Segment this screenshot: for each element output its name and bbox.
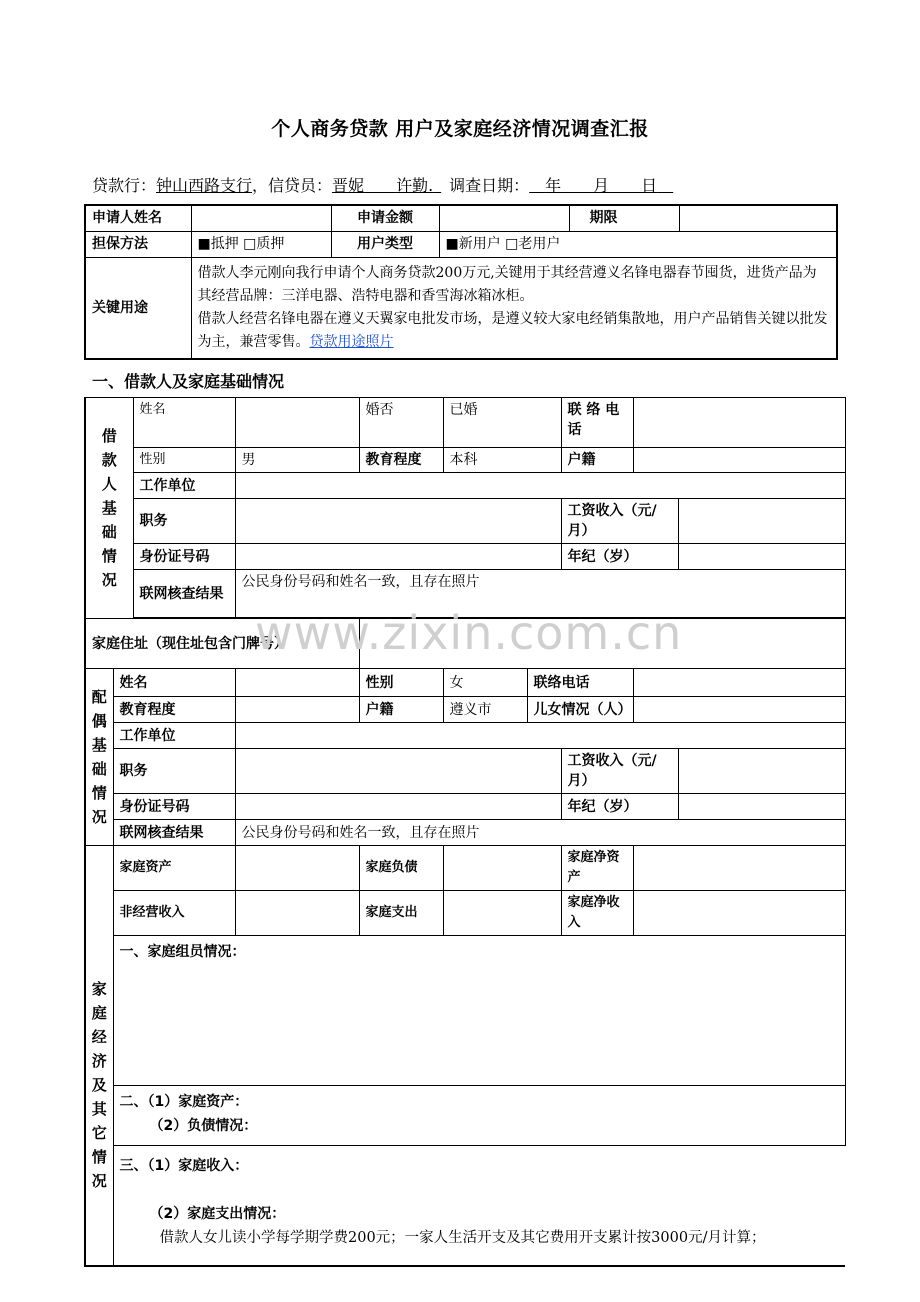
amount-label: 申请金额 bbox=[331, 205, 439, 231]
spouse-phone-value bbox=[633, 669, 845, 697]
borrower-marital-label: 婚否 bbox=[359, 398, 443, 448]
family-net-assets-label: 家庭净资产 bbox=[561, 846, 633, 891]
borrower-age-label: 年纪（岁） bbox=[561, 544, 678, 570]
family-expense-heading: （2）家庭支出情况： bbox=[149, 1206, 286, 1222]
family-expense-text: 借款人女儿读小学每学期学费200元；一家人生活开支及其它费用开支累计按3000元/月计算； bbox=[159, 1230, 766, 1246]
family-net-assets-value bbox=[633, 846, 845, 891]
borrower-check-value: 公民身份号码和姓名一致，且存在照片 bbox=[235, 570, 845, 618]
bank-label: 贷款行： bbox=[92, 176, 157, 195]
purpose-text bbox=[191, 257, 837, 359]
family-debts-heading: （2）负债情况： bbox=[149, 1118, 258, 1134]
date-label: 调查日期： bbox=[449, 176, 530, 195]
spouse-gender-label: 性别 bbox=[359, 669, 443, 697]
guarantee-value: ■抵押 □质押 bbox=[191, 231, 331, 257]
family-income-expense-section bbox=[113, 1146, 845, 1266]
family-expense-value bbox=[443, 891, 561, 936]
spouse-id-value bbox=[235, 794, 561, 820]
family-members-section: 一、家庭组员情况： bbox=[113, 936, 845, 1086]
family-debt-value bbox=[443, 846, 561, 891]
term-label: 期限 bbox=[569, 205, 679, 231]
spouse-check-label: 联网核查结果 bbox=[113, 820, 235, 846]
borrower-phone-label: 联 络 电话 bbox=[561, 398, 633, 448]
family-income-heading: 三、（1）家庭收入： bbox=[119, 1158, 249, 1174]
borrower-id-value bbox=[235, 544, 561, 570]
spouse-edu-label: 教育程度 bbox=[113, 697, 235, 723]
spouse-hukou-value: 遵义市 bbox=[443, 697, 527, 723]
borrower-gender-label: 性别 bbox=[133, 448, 235, 473]
family-assets-label: 家庭资产 bbox=[113, 846, 235, 891]
page-title: 个人商务贷款 用户及家庭经济情况调查汇报 bbox=[271, 118, 649, 140]
spouse-children-value bbox=[633, 697, 845, 723]
purpose-paragraph-1: 借款人李元刚向我行申请个人商务贷款200万元,关键用于其经营遵义名锋电器春节囤货，进货产品为其经营品牌：三洋电器、浩特电器和香雪海冰箱冰柜。 bbox=[197, 264, 817, 304]
guarantee-label: 担保方法 bbox=[85, 231, 191, 257]
family-side-label: 家 庭 经 济 及 其 它 情 况 bbox=[85, 846, 113, 1266]
borrower-name-value bbox=[235, 398, 359, 448]
spouse-check-value: 公民身份号码和姓名一致，且存在照片 bbox=[235, 820, 845, 846]
borrower-edu-label: 教育程度 bbox=[359, 448, 443, 473]
amount-value bbox=[439, 205, 569, 231]
borrower-marital-value: 已婚 bbox=[443, 398, 561, 448]
spouse-phone-label: 联络电话 bbox=[527, 669, 633, 697]
purpose-label: 关键用途 bbox=[85, 257, 191, 359]
family-debt-label: 家庭负债 bbox=[359, 846, 443, 891]
spouse-salary-label: 工资收入（元/月） bbox=[561, 749, 678, 794]
family-assets-value bbox=[235, 846, 359, 891]
purpose-photo-link[interactable]: 贷款用途照片 bbox=[309, 333, 394, 350]
spouse-id-label: 身份证号码 bbox=[113, 794, 235, 820]
family-assets-heading: 二、（1）家庭资产： bbox=[119, 1094, 249, 1110]
spouse-age-value bbox=[678, 794, 845, 820]
borrower-work-label: 工作单位 bbox=[133, 473, 235, 499]
spouse-gender-value: 女 bbox=[443, 669, 527, 697]
borrower-id-label: 身份证号码 bbox=[133, 544, 235, 570]
borrower-salary-label: 工资收入（元/月） bbox=[561, 499, 678, 544]
date-value: 年 月 日 bbox=[545, 176, 658, 195]
spouse-work-label: 工作单位 bbox=[113, 723, 235, 749]
applicant-name-value bbox=[191, 205, 331, 231]
customer-type-label: 用户类型 bbox=[331, 231, 439, 257]
borrower-position-value bbox=[235, 499, 561, 544]
borrower-gender-value: 男 bbox=[235, 448, 359, 473]
loan-summary-table bbox=[84, 204, 838, 360]
borrower-family-table bbox=[84, 397, 846, 1267]
spouse-salary-value bbox=[678, 749, 845, 794]
address-value bbox=[359, 619, 845, 669]
spouse-name-value bbox=[235, 669, 359, 697]
spouse-work-value bbox=[235, 723, 845, 749]
borrower-work-value bbox=[235, 473, 845, 499]
borrower-salary-value bbox=[678, 499, 845, 544]
spouse-hukou-label: 户籍 bbox=[359, 697, 443, 723]
officer-name-1: 晋妮 bbox=[332, 176, 365, 195]
borrower-hukou-value bbox=[633, 448, 845, 473]
spouse-edu-value bbox=[235, 697, 359, 723]
family-expense-label: 家庭支出 bbox=[359, 891, 443, 936]
purpose-paragraph-2: 借款人经营名锋电器在遵义天翼家电批发市场，是遵义较大家电经销集散地，用户产品销售关键以批发为主，兼营零售。贷款用途照片 bbox=[197, 310, 828, 350]
watermark: www.zixin.com.cn bbox=[255, 606, 683, 660]
spouse-children-label: 儿女情况（人） bbox=[527, 697, 633, 723]
officer-label: ，信贷员： bbox=[252, 176, 333, 195]
spouse-position-label: 职务 bbox=[113, 749, 235, 794]
term-value bbox=[679, 205, 837, 231]
report-meta bbox=[92, 173, 673, 196]
spouse-side-label: 配 偶 基 础 情 况 bbox=[85, 669, 113, 846]
borrower-name-label: 姓名 bbox=[133, 398, 235, 448]
customer-type-value: ■新用户 □老用户 bbox=[439, 231, 837, 257]
spouse-name-label: 姓名 bbox=[113, 669, 235, 697]
family-net-income-value bbox=[633, 891, 845, 936]
borrower-age-value bbox=[678, 544, 845, 570]
family-net-income-label: 家庭净收入 bbox=[561, 891, 633, 936]
applicant-name-label: 申请人姓名 bbox=[85, 205, 191, 231]
address-label: 家庭住址（现住址包含门牌号） bbox=[85, 619, 359, 669]
borrower-position-label: 职务 bbox=[133, 499, 235, 544]
borrower-phone-value bbox=[633, 398, 845, 448]
spouse-position-value bbox=[235, 749, 561, 794]
family-assets-debts-section bbox=[113, 1086, 845, 1146]
bank-value: 钟山西路支行 bbox=[156, 176, 253, 195]
family-nonop-income-value bbox=[235, 891, 359, 936]
spouse-age-label: 年纪（岁） bbox=[561, 794, 678, 820]
borrower-hukou-label: 户籍 bbox=[561, 448, 633, 473]
borrower-side-label: 借 款 人 基 础 情 况 bbox=[85, 398, 133, 619]
section-heading-1: 一、借款人及家庭基础情况 bbox=[92, 372, 285, 391]
officer-name-2: 许勤. bbox=[396, 176, 434, 195]
family-nonop-income-label: 非经营收入 bbox=[113, 891, 235, 936]
borrower-check-label: 联网核查结果 bbox=[133, 570, 235, 618]
borrower-edu-value: 本科 bbox=[443, 448, 561, 473]
